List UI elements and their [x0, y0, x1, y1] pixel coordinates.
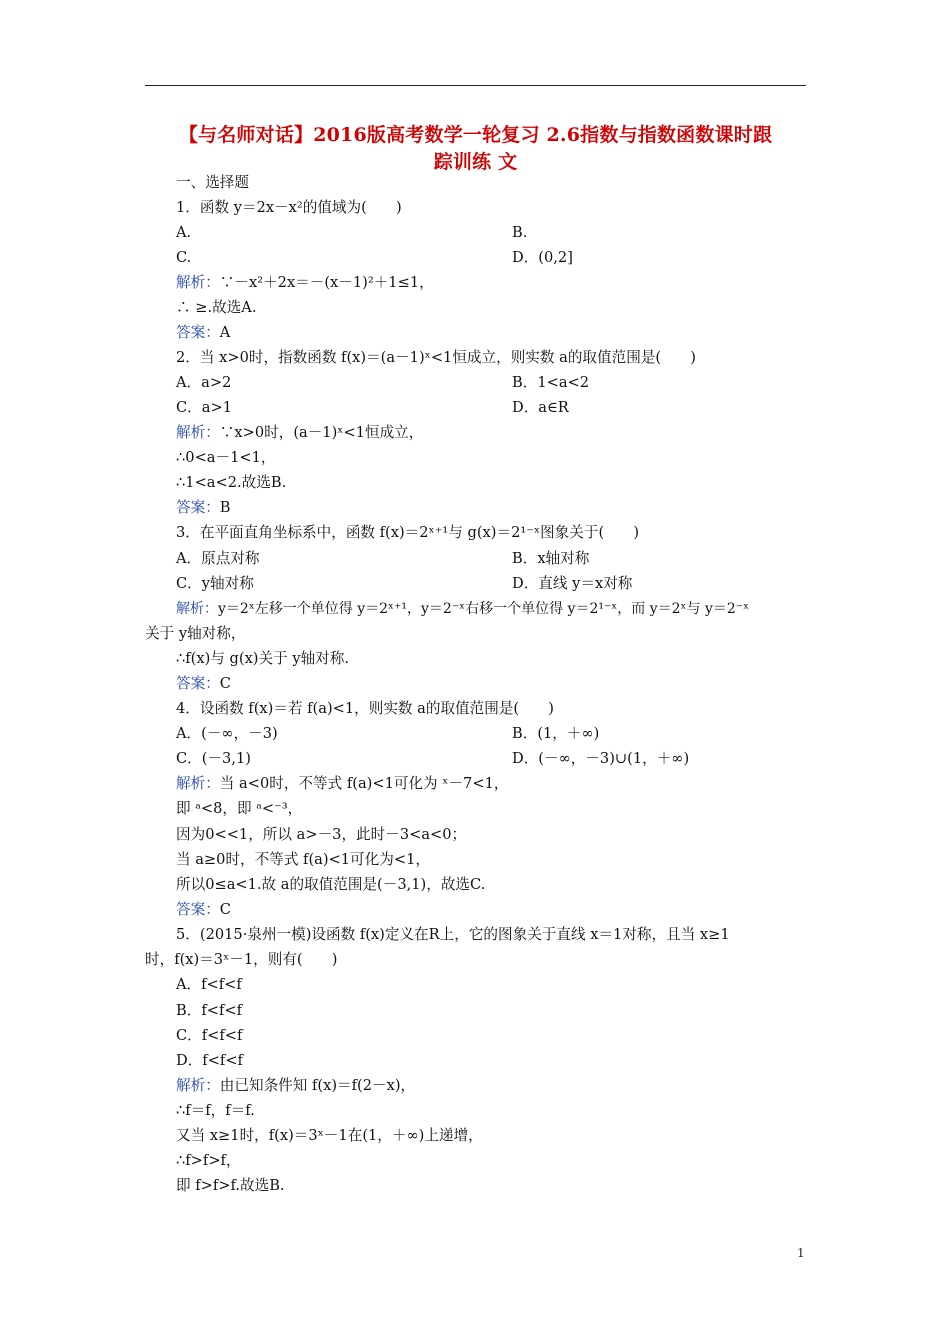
q4-analysis-line-3: 因为0<<1，所以 a>－3，此时－3<a<0；: [176, 826, 467, 843]
q5-stem-line-1: 5．(2015·泉州一模)设函数 f(x)定义在R上，它的图象关于直线 x＝1对称，且当 x≥1: [176, 926, 730, 943]
q1-option-d: D．(0,2]: [512, 249, 573, 266]
q5-analysis-line-2: ∴f＝f，f＝f.: [176, 1102, 255, 1119]
q4-analysis-line-5: 所以0≤a<1.故 a的取值范围是(－3,1)，故选C.: [176, 876, 486, 893]
analysis-label: 解析：: [176, 1077, 220, 1094]
q1-option-b: B.: [512, 224, 528, 241]
analysis-label: 解析：: [176, 775, 220, 792]
q1-analysis-line-2: ∴ ≥.故选A.: [176, 299, 257, 316]
q5-option-c: C．f<f<f: [176, 1027, 243, 1044]
answer-label: 答案：: [176, 324, 220, 341]
answer-label: 答案：: [176, 499, 220, 516]
q1-analysis-line-1: 解析：∵－x²＋2x＝－(x－1)²＋1≤1，: [176, 274, 434, 291]
q2-stem: 2．当 x>0时，指数函数 f(x)＝(a－1)ˣ<1恒成立，则实数 a的取值范围是( ): [176, 349, 696, 366]
analysis-label: 解析：: [176, 424, 220, 441]
q3-option-b: B．x轴对称: [512, 550, 590, 567]
document-title: [145, 122, 806, 176]
header-rule: [145, 85, 806, 86]
section-heading: 一、选择题: [176, 174, 249, 191]
q4-analysis-line-4: 当 a≥0时，不等式 f(a)<1可化为<1，: [176, 851, 430, 868]
q3-stem: 3．在平面直角坐标系中，函数 f(x)＝2ˣ⁺¹与 g(x)＝2¹⁻ˣ图象关于( ): [176, 524, 640, 541]
page-number: 1: [797, 1246, 805, 1260]
answer-label: 答案：: [176, 901, 220, 918]
q5-option-b: B．f<f<f: [176, 1002, 242, 1019]
q3-analysis-line-1: 解析：y＝2ˣ左移一个单位得 y＝2ˣ⁺¹，y＝2⁻ˣ右移一个单位得 y＝2¹⁻ˣ，而 y＝2ˣ与 y＝2⁻ˣ: [176, 601, 750, 617]
q5-analysis-line-1: 解析：由已知条件知 f(x)＝f(2－x)，: [176, 1077, 416, 1094]
q5-stem-line-2: 时，f(x)＝3ˣ－1，则有( ): [145, 951, 338, 968]
q2-option-d: D．a∈R: [512, 399, 569, 416]
q3-option-a: A．原点对称: [176, 550, 260, 567]
title-line-2: 踪训练 文: [433, 151, 518, 173]
q3-option-c: C．y轴对称: [176, 575, 254, 592]
q4-answer: 答案：C: [176, 901, 231, 918]
q1-option-a: A.: [176, 224, 192, 241]
q5-analysis-line-3: 又当 x≥1时，f(x)＝3ˣ－1在(1，＋∞)上递增，: [176, 1127, 483, 1144]
q4-option-b: B．(1，＋∞): [512, 725, 600, 742]
q2-option-b: B．1<a<2: [512, 374, 590, 391]
q2-option-a: A．a>2: [176, 374, 232, 391]
analysis-label: 解析：: [176, 601, 218, 617]
q1-answer: 答案：A: [176, 324, 231, 341]
q5-option-a: A．f<f<f: [176, 976, 242, 993]
q4-option-d: D．(－∞，－3)∪(1，＋∞): [512, 750, 690, 767]
q1-stem: 1．函数 y＝2x－x²的值域为( ): [176, 199, 402, 216]
q3-answer: 答案：C: [176, 675, 231, 692]
q4-option-a: A．(－∞，－3): [176, 725, 278, 742]
q2-analysis-line-2: ∴0<a－1<1，: [176, 449, 276, 466]
q3-analysis-line-2: ∴f(x)与 g(x)关于 y轴对称.: [176, 650, 349, 667]
q2-option-c: C．a>1: [176, 399, 232, 416]
q4-analysis-line-1: 解析：当 a<0时，不等式 f(a)<1可化为 ˣ－7<1，: [176, 775, 509, 792]
title-line-1: 【与名师对话】2016版高考数学一轮复习 2.6指数与指数函数课时跟: [178, 124, 773, 146]
q5-analysis-line-5: 即 f>f>f.故选B.: [176, 1177, 285, 1194]
q4-option-c: C．(－3,1): [176, 750, 251, 767]
q2-answer: 答案：B: [176, 499, 231, 516]
q5-option-d: D．f<f<f: [176, 1052, 243, 1069]
answer-label: 答案：: [176, 675, 220, 692]
q4-stem: 4．设函数 f(x)＝若 f(a)<1，则实数 a的取值范围是( ): [176, 700, 554, 717]
q2-analysis-line-1: 解析：∵x>0时，(a－1)ˣ<1恒成立，: [176, 424, 424, 441]
q1-option-c: C.: [176, 249, 192, 266]
q5-analysis-line-4: ∴f>f>f，: [176, 1152, 241, 1169]
q4-analysis-line-2: 即 ᵃ<8，即 ᵃ<⁻³，: [176, 800, 303, 817]
q2-analysis-line-3: ∴1<a<2.故选B.: [176, 474, 287, 491]
q3-analysis-line-1b: 关于 y轴对称，: [145, 625, 246, 642]
q3-option-d: D．直线 y＝x对称: [512, 575, 633, 592]
analysis-label: 解析：: [176, 274, 220, 291]
